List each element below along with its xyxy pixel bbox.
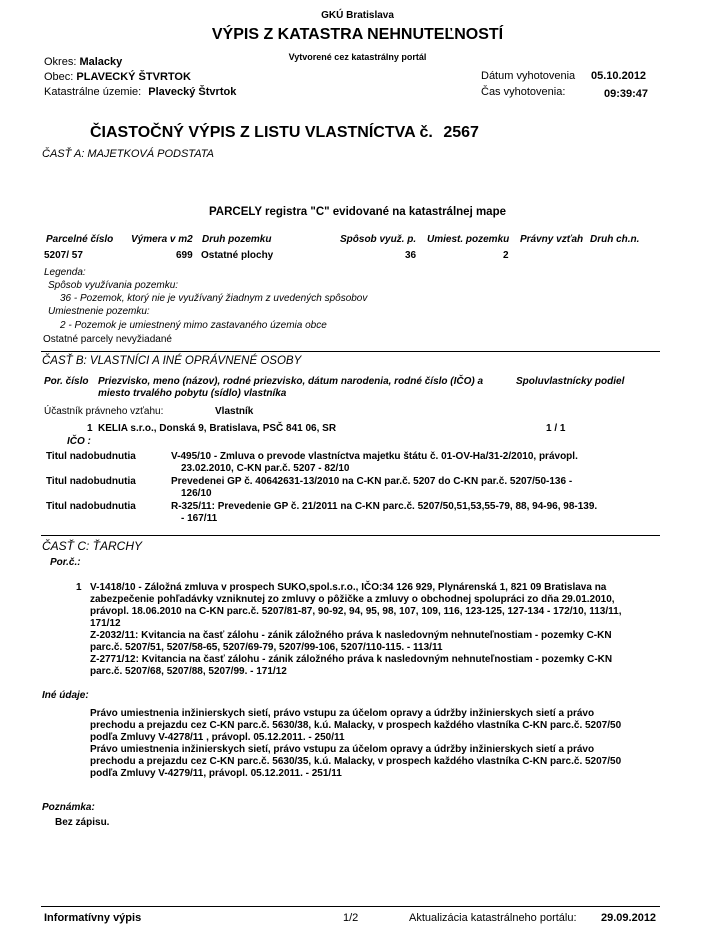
other-data-line-6: podľa Zmluvy V-4279/11, právopl. 05.12.2011. - 251/11: [90, 768, 342, 779]
other-data-line-3: podľa Zmluvy V-4278/11 , právopl. 05.12.2011. - 250/11: [90, 732, 345, 743]
col-area: Výmera v m2: [131, 234, 193, 245]
participant-label: Účastník právneho vzťahu:: [44, 406, 164, 417]
title-label-1: Titul nadobudnutia: [46, 451, 136, 462]
obec-label: Obec:: [44, 71, 74, 83]
title-text-2a: Prevedenei GP č. 40642631-13/2010 na C-KN par.č. 5207 do C-KN par.č. 5207/50-136 -: [171, 476, 573, 487]
legend-location-item: 2 - Pozemok je umiestnený mimo zastavaného územia obce: [60, 320, 327, 331]
okres-row: [44, 56, 122, 68]
title-text-2b: 126/10: [181, 488, 212, 499]
title-text-3b: - 167/11: [181, 513, 218, 524]
okres-value: Malacky: [79, 56, 123, 68]
other-data-label: Iné údaje:: [42, 690, 89, 701]
ku-row: [44, 86, 236, 98]
part-a-heading: ČASŤ A: MAJETKOVÁ PODSTATA: [42, 148, 214, 160]
lv-title-prefix: ČIASTOČNÝ VÝPIS Z LISTU VLASTNÍCTVA č.: [90, 124, 433, 141]
date-value: 05.10.2012: [591, 70, 647, 82]
other-data-line-2: prechodu a prejazdu cez C-KN parc.č. 5630/38, k.ú. Malacky, v prospech každého vlastníka C-KN parc.č. 5207/50: [90, 720, 622, 731]
parcel-area: 699: [176, 250, 193, 261]
encumbrance-line-1: V-1418/10 - Záložná zmluva v prospech SUKO,spol.s.r.o., IČO:34 126 929, Plynárenská 1, 821 09 Bratislava na: [90, 582, 607, 593]
date-label: Dátum vyhotovenia: [481, 70, 576, 82]
note-label: Poznámka:: [42, 802, 95, 813]
participant-value: Vlastník: [215, 406, 254, 417]
encumbrance-line-8: parc.č. 5207/68, 5207/88, 5207/99. - 171/12: [90, 666, 287, 677]
ico-label: IČO :: [67, 436, 91, 447]
encumbrance-line-6: parc.č. 5207/51, 5207/58-65, 5207/69-79, 5207/99-106, 5207/110-115. - 113/11: [90, 642, 443, 653]
lv-title: [90, 124, 479, 142]
col-owner-name-1: Priezvisko, meno (názov), rodné priezvisko, dátum narodenia, rodné číslo (IČO) a: [98, 376, 484, 387]
title-label-3: Titul nadobudnutia: [46, 501, 136, 512]
owner-name: KELIA s.r.o., Donská 9, Bratislava, PSČ 841 06, SR: [98, 423, 337, 434]
title-label-2: Titul nadobudnutia: [46, 476, 136, 487]
title-text-3a: R-325/11: Prevedenie GP č. 21/2011 na C-KN parc.č. 5207/50,51,53,55-79, 88, 94-96, 98-139.: [171, 501, 598, 512]
owner-share: 1 / 1: [546, 423, 566, 434]
footer-update-label: Aktualizácia katastrálneho portálu:: [409, 912, 577, 924]
encumbrance-line-4: 171/12: [90, 618, 121, 629]
footer-page-number: 1/2: [343, 912, 359, 924]
encumbrance-number: 1: [76, 582, 82, 593]
parcel-no: 5207/ 57: [44, 250, 83, 261]
parcel-usage: 36: [405, 250, 417, 261]
parcel-location: 2: [503, 250, 509, 261]
title-text-1b: 23.02.2010, C-KN par.č. 5207 - 82/10: [181, 463, 350, 474]
obec-row: [44, 71, 191, 83]
ku-label: Katastrálne územie:: [44, 86, 142, 98]
col-por-cislo: Por. číslo: [44, 376, 89, 387]
col-type: Druh pozemku: [202, 234, 272, 245]
footer-informative: Informatívny výpis: [44, 912, 142, 924]
parcels-title: PARCELY registra "C" evidované na katastrálnej mape: [208, 206, 507, 218]
footer-divider: [41, 906, 660, 907]
encumbrance-line-2: zabezpečenie pohľadávky vzniknutej zo zmluvy o pôžičke a zmluvy o obchodnej spolupráci zo dňa 29.01.2010,: [90, 594, 615, 605]
legend-usage-heading: Spôsob využívania pozemku:: [48, 280, 179, 291]
other-parcels-note: Ostatné parcely nevyžiadané: [43, 334, 172, 345]
okres-label: Okres:: [44, 56, 77, 68]
legend-location-heading: Umiestnenie pozemku:: [48, 306, 150, 317]
col-location: Umiest. pozemku: [427, 234, 510, 245]
divider-part-c: [41, 535, 660, 536]
time-value: 09:39:47: [604, 88, 649, 100]
document-subtitle: Vytvorené cez katastrálny portál: [288, 52, 427, 62]
col-share: Spoluvlastnícky podiel: [516, 376, 625, 387]
encumbrance-line-3: právopl. 18.06.2010 na C-KN parc.č. 5207/81-87, 90-92, 94, 95, 98, 107, 109, 116, 123-125, 127-134 - 172/10, 113/11,: [90, 606, 622, 617]
owner-number: 1: [87, 423, 93, 434]
lv-number: 2567: [443, 124, 479, 141]
part-b-heading: ČASŤ B: VLASTNÍCI A INÉ OPRÁVNENÉ OSOBY: [42, 355, 302, 367]
col-legal: Právny vzťah: [520, 234, 584, 245]
other-data-line-4: Právo umiestnenia inžinierskych sietí, právo vstupu za účelom opravy a údržby inžinierskych sietí a právo: [90, 744, 595, 755]
document-title: VÝPIS Z KATASTRA NEHNUTEĽNOSTÍ: [211, 26, 504, 43]
ku-value: Plavecký Štvrtok: [148, 86, 237, 98]
col-usage: Spôsob využ. p.: [340, 234, 417, 245]
time-label: Čas vyhotovenia:: [481, 86, 566, 98]
other-data-line-1: Právo umiestnenia inžinierskych sietí, právo vstupu za účelom opravy a údržby inžinierskych sietí a právo: [90, 708, 595, 719]
col-owner-name-2: miesto trvalého pobytu (sídlo) vlastníka: [98, 388, 287, 399]
obec-value: PLAVECKÝ ŠTVRTOK: [76, 71, 191, 83]
divider-part-b: [41, 351, 660, 352]
col-type-ch: Druh ch.n.: [590, 234, 640, 245]
title-text-1a: V-495/10 - Zmluva o prevode vlastníctva majetku štátu č. 01-OV-Ha/31-2/2010, právopl.: [171, 451, 578, 462]
other-data-line-5: prechodu a prejazdu cez C-KN parc.č. 5630/35, k.ú. Malacky, v prospech každého vlastníka C-KN parc.č. 5207/50: [90, 756, 622, 767]
part-c-heading: ČASŤ C: ŤARCHY: [42, 539, 143, 553]
legend-title: Legenda:: [44, 267, 86, 278]
footer-update-date: 29.09.2012: [601, 912, 657, 924]
encumbrance-line-7: Z-2771/12: Kvitancia na časť zálohu - zánik záložného práva k nasledovným nehnuteľnostiam - pozemky C-KN: [90, 654, 613, 665]
legend-usage-item: 36 - Pozemok, ktorý nie je využívaný žiadnym z uvedených spôsobov: [60, 293, 368, 304]
encumbrance-line-5: Z-2032/11: Kvitancia na časť zálohu - zánik záložného práva k nasledovným nehnuteľnostiam - pozemky C-KN: [90, 630, 612, 641]
office-name: GKÚ Bratislava: [321, 10, 394, 21]
por-label: Por.č.:: [50, 557, 81, 568]
note-value: Bez zápisu.: [55, 817, 110, 828]
parcel-type: Ostatné plochy: [201, 250, 274, 261]
col-parcel-no: Parcelné číslo: [46, 234, 114, 245]
